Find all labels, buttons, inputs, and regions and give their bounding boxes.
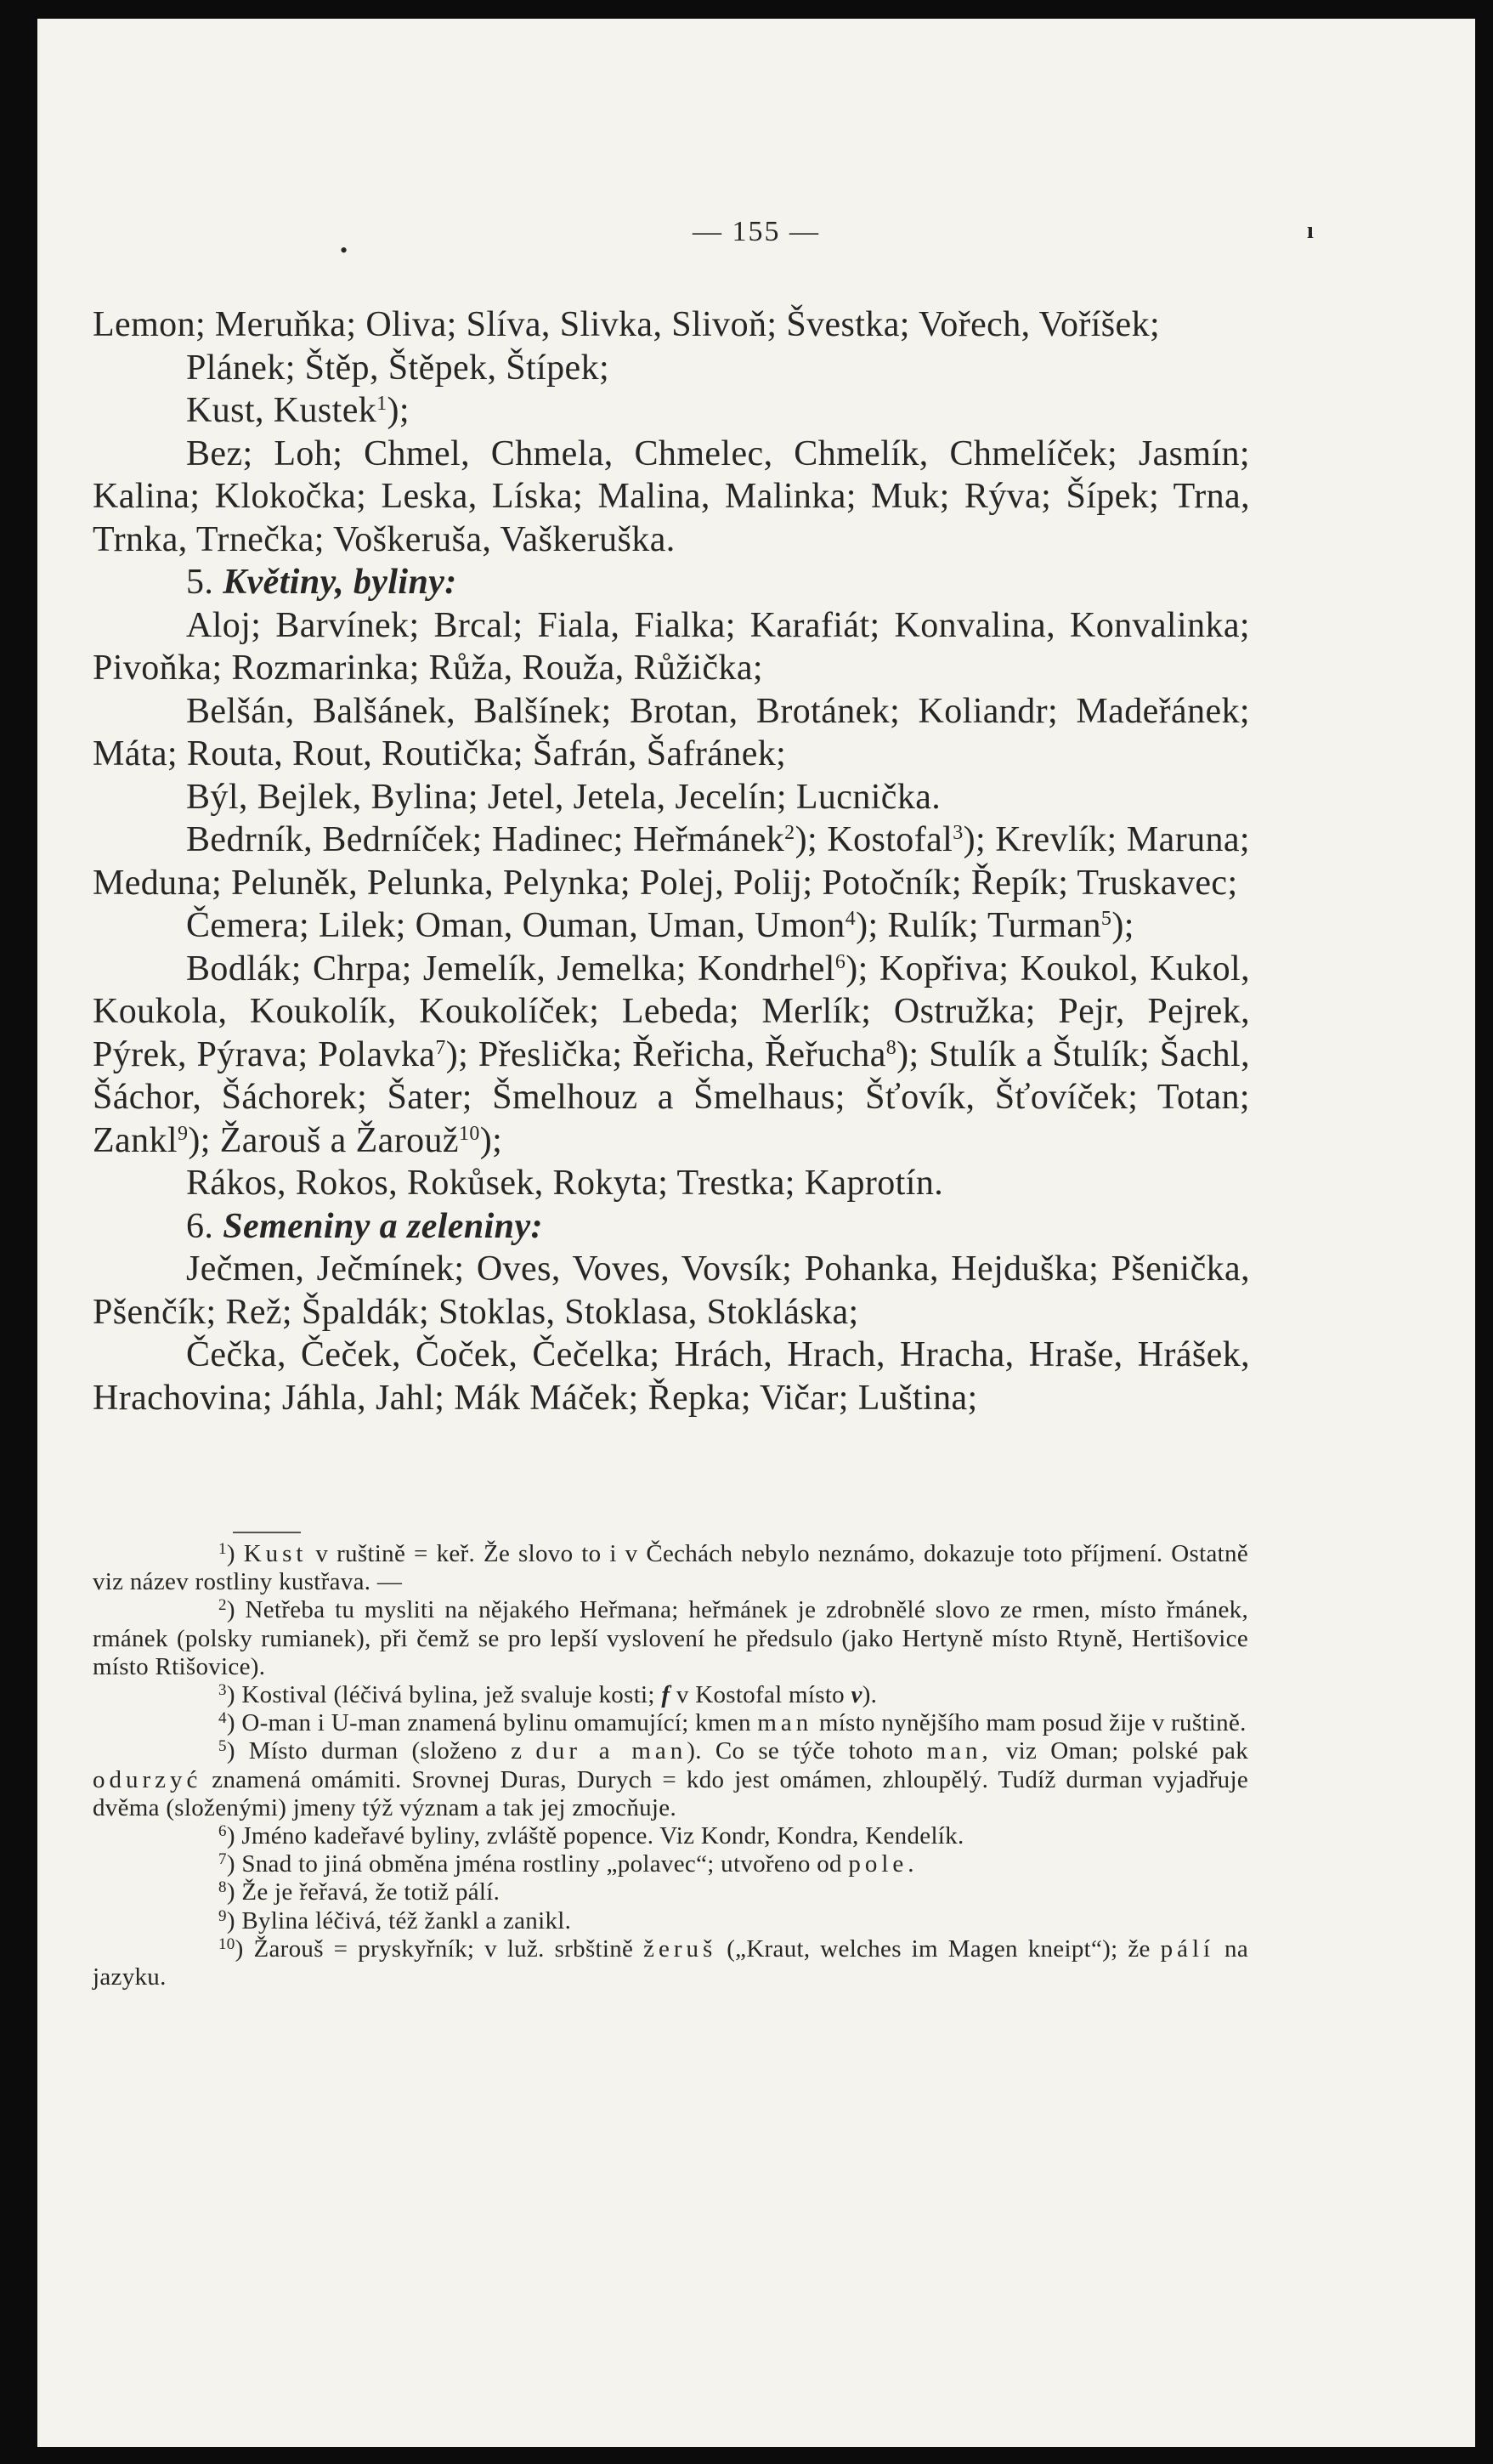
footnote-10: $^{10}$) Žarouš = pryskyřník; v luž. srbštině žeruš („Kraut, welches im Magen kneipt“); že pálí na jazyku. (93, 1934, 1248, 1991)
footnote-ref: 4 (845, 908, 857, 930)
paragraph-herbs: Belšán, Balšánek, Balšínek; Brotan, Brotánek; Koliandr; Madeřánek; Máta; Routa, Rout, Routička; Šafrán, Šafránek; (93, 691, 1250, 773)
main-text (93, 303, 1250, 1419)
footnote-ref: 7 (435, 1036, 446, 1059)
paragraph-shrubs: Bez; Loh; Chmel, Chmela, Chmelec, Chmelík, Chmelíček; Jasmín; Kalina; Klokočka; Leska, Líska; Malina, Malinka; Muk; Rýva; Šípek; Trna, Trnka, Trnečka; Voškeruša, Vaškeruška. (93, 433, 1250, 559)
footnote-6: $^6$) Jméno kadeřavé byliny, zvláště popence. Viz Kondr, Kondra, Kendelík. (218, 1822, 964, 1850)
section-heading-5: 5. Květiny, byliny: (186, 563, 457, 602)
footnotes (93, 1540, 1248, 1991)
paragraph-planek: Plánek; Štěp, Štěpek, Štípek; (186, 348, 610, 388)
footnote-ref: 3 (953, 822, 964, 844)
page-number: — 155 — (693, 216, 820, 247)
footnote-ref: 2 (784, 822, 795, 844)
section-heading-6: 6. Semeniny a zeleniny: (186, 1206, 543, 1246)
paragraph-flowers: Aloj; Barvínek; Brcal; Fiala, Fialka; Karafiát; Konvalina, Konvalinka; Pivoňka; Rozmarinka; Růža, Rouža, Růžička; (93, 605, 1250, 688)
footnote-2: $^2$) Netřeba tu mysliti na nějakého Heřmana; heřmánek je zdrobnělé slovo ze rmen, místo řmánek, rmánek (polsky rumianek), při čemž se pro lepší vyslovení he předsulo (jako Hertyně místo Rtyně, Hertišovice místo Rtišovice). (93, 1596, 1248, 1680)
footnote-ref: 9 (177, 1122, 189, 1145)
footnote-7: $^7$) Snad to jiná obměna jména rostliny „polavec“; utvořeno od pole. (218, 1850, 919, 1878)
paragraph-legumes: Čečka, Čeček, Čoček, Čečelka; Hrách, Hrach, Hracha, Hraše, Hrášek, Hrachovina; Jáhla, Jahl; Mák Máček; Řepka; Vičar; Luština; (93, 1335, 1250, 1418)
paragraph-weeds: Bodlák; Chrpa; Jemelík, Jemelka; Kondrhel$^6$); Kopřiva; Koukol, Kukol, Koukola, Koukolík, Koukolíček; Lebeda; Merlík; Ostružka; Pejr, Pejrek, Pýrek, Pýrava; Polavka$^7$); Přeslička; Řeřicha, Řeřucha$^8$); Stulík a Štulík; Šachl, Šáchor, Šáchorek; Šater; Šmelhouz a Šmelhaus; Šťovík, Šťovíček; Totan; Zankl$^9$); Žarouš a Žarouž$^{10}$); (93, 949, 1250, 1160)
footnote-3: $^3$) Kostival (léčivá bylina, jež svaluje kosti; f v Kostofal místo v). (218, 1681, 878, 1709)
paragraph-cemera: Čemera; Lilek; Oman, Ouman, Uman, Umon$^4$); Rulík; Turman$^5$); (186, 906, 1134, 945)
stray-ink-dot: • (340, 238, 348, 263)
paragraph-grains: Ječmen, Ječmínek; Oves, Voves, Vovsík; Pohanka, Hejduška; Pšenička, Pšenčík; Rež; Špaldák; Stoklas, Stoklasa, Stokláska; (93, 1249, 1250, 1332)
footnote-5: $^5$) Místo durman (složeno z dur a man). Co se týče tohoto man, viz Oman; polské pak odurzyć znamená omámiti. Srovnej Duras, Durych = kdo jest omámen, zhloupělý. Tudíž durman vyjadřuje dvěma (složenými) jmeny týž význam a tak jej zmocňuje. (93, 1737, 1249, 1821)
book-page (37, 19, 1475, 2447)
footnote-9: $^9$) Bylina léčivá, též žankl a zanikl. (218, 1906, 572, 1934)
footnote-1: $^1$) Kust v ruštině = keř. Že slovo to i v Čechách nebylo neznámo, dokazuje toto příjmení. Ostatně viz název rostliny kustřava. — (93, 1540, 1248, 1596)
footnote-separator (233, 1532, 301, 1533)
paragraph-bedrnik: Bedrník, Bedrníček; Hadinec; Heřmánek$^2$); Kostofal$^3$); Krevlík; Maruna; Meduna; Peluněk, Pelunka, Pelynka; Polej, Polij; Potočník; Řepík; Truskavec; (93, 820, 1250, 903)
footnote-ref: 8 (885, 1036, 897, 1059)
footnote-8: $^8$) Že je řeřavá, že totiž pálí. (218, 1878, 500, 1906)
footnote-4: $^4$) O-man i U-man znamená bylinu omamující; kmen man místo nynějšího mam posud žije v ruštině. (218, 1709, 1247, 1737)
paragraph-byl: Býl, Bejlek, Bylina; Jetel, Jetela, Jecelín; Lucnička. (186, 777, 942, 817)
footnote-ref: 1 (376, 393, 387, 415)
footnote-ref: 10 (458, 1122, 480, 1145)
paragraph-kust: Kust, Kustek$^1$); (186, 391, 410, 430)
paragraph-fruits: Lemon; Meruňka; Oliva; Slíva, Slivka, Slivoň; Švestka; Vořech, Voříšek; (93, 305, 1161, 344)
stray-ink-mark: ı (1307, 218, 1314, 244)
paragraph-reeds: Rákos, Rokos, Rokůsek, Rokyta; Trestka; Kaprotín. (186, 1164, 944, 1203)
footnote-ref: 5 (1100, 908, 1112, 930)
footnote-ref: 6 (834, 950, 846, 973)
